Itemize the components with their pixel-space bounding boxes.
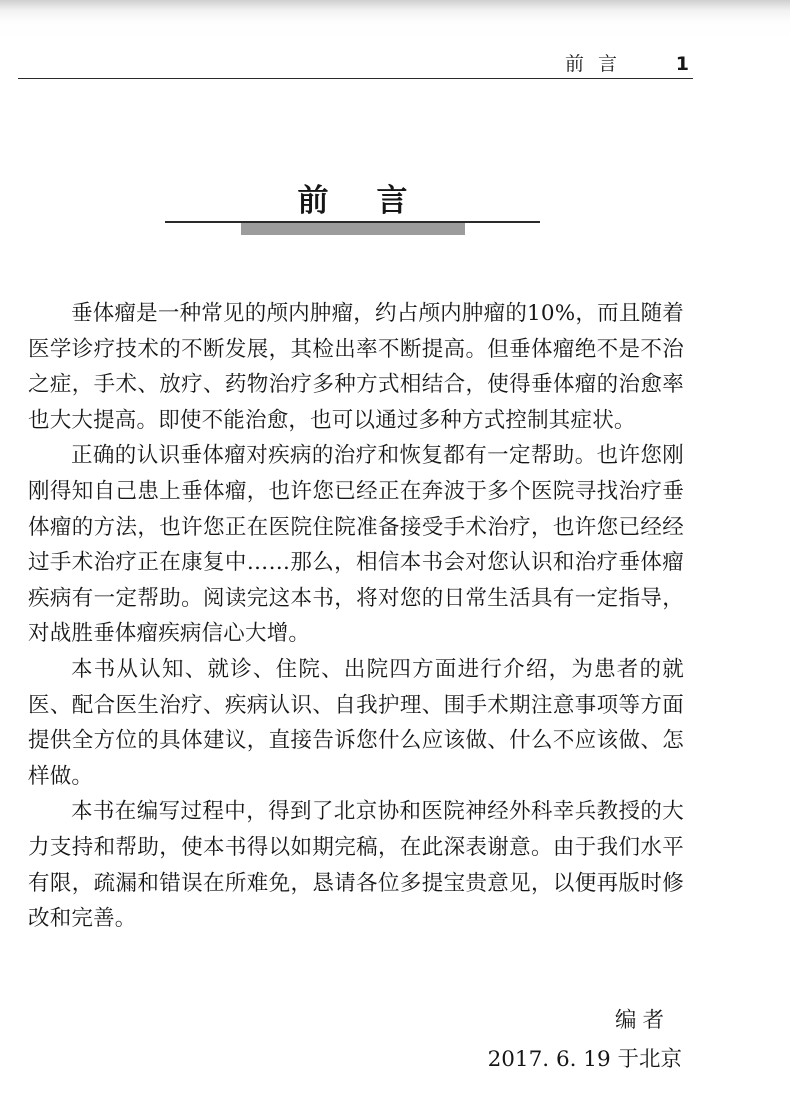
date-place: 2017. 6. 19 于北京: [487, 1047, 682, 1072]
paragraph-4: 本书在编写过程中，得到了北京协和医院神经外科幸兵教授的大力支持和帮助，使本书得以如期完稿，在此深表谢意。由于我们水平有限，疏漏和错误在所难免，恳请各位多提宝贵意见，以便再版时修改和完善。: [28, 799, 684, 932]
paragraph-3: 本书从认知、就诊、住院、出院四方面进行介绍，为患者的就医、配合医生治疗、疾病认识、自我护理、围手术期注意事项等方面提供全方位的具体建议，直接告诉您什么应该做、什么不应该做、怎样做。: [28, 656, 684, 789]
title-shade-bar: [241, 223, 465, 235]
running-title: 前言: [564, 53, 631, 75]
chapter-title-block: [165, 183, 540, 235]
preface-body: [28, 296, 684, 937]
title-underline: [165, 221, 540, 223]
page-number: 1: [675, 53, 689, 75]
paragraph-2: 正确的认识垂体瘤对疾病的治疗和恢复都有一定帮助。也许您刚刚得知自己患上垂体瘤，也许您已经正在奔波于多个医院寻找治疗垂体瘤的方法，也许您正在医院住院准备接受手术治疗，也许您已经经过手术治疗正在康复中……那么，相信本书会对您认识和治疗垂体瘤疾病有一定帮助。阅读完这本书，将对您的日常生活具有一定指导，对战胜垂体瘤疾病信心大增。: [28, 443, 684, 647]
author-signature: 编者: [614, 1008, 670, 1033]
chapter-title: 前言: [297, 183, 456, 219]
running-head: [18, 52, 693, 79]
paragraph-1: 垂体瘤是一种常见的颅内肿瘤，约占颅内肿瘤的10%，而且随着医学诊疗技术的不断发展，其检出率不断提高。但垂体瘤绝不是不治之症，手术、放疗、药物治疗多种方式相结合，使得垂体瘤的治愈率也大大提高。即使不能治愈，也可以通过多种方式控制其症状。: [28, 301, 684, 433]
